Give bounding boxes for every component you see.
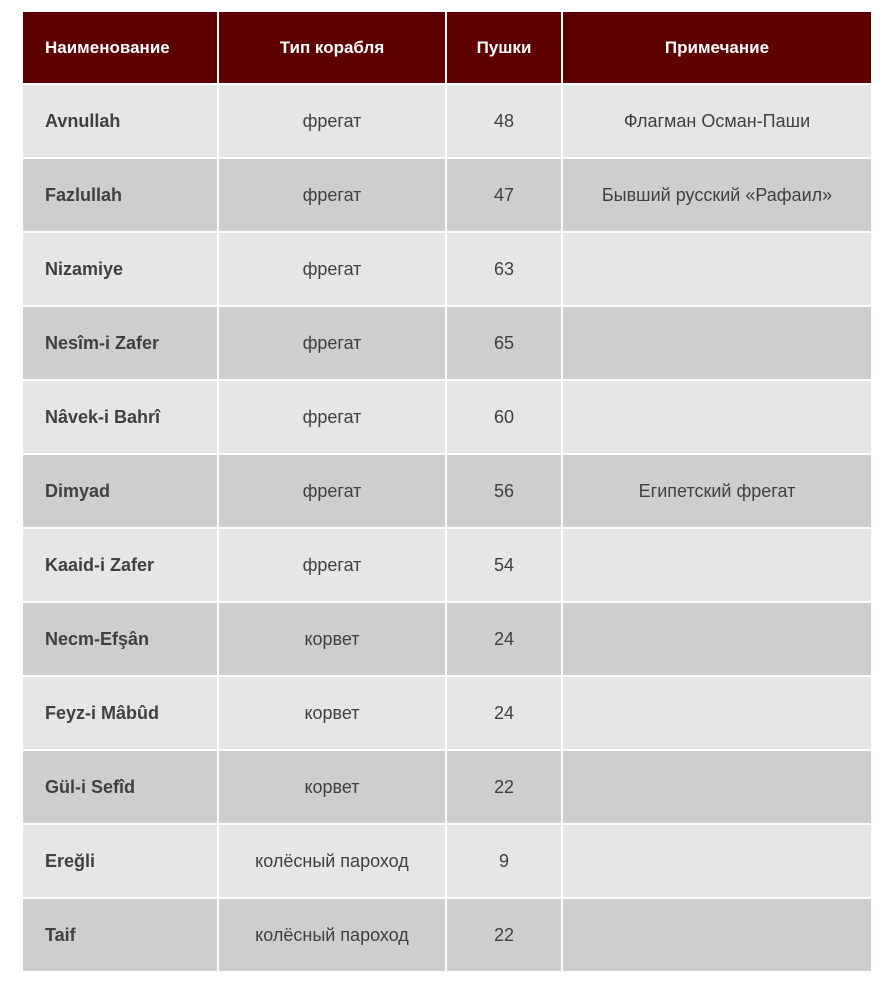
cell-name: Fazlullah (23, 159, 219, 233)
cell-guns: 47 (447, 159, 563, 233)
cell-ship-type: фрегат (219, 529, 447, 603)
ships-table (23, 12, 871, 973)
cell-note (563, 751, 871, 825)
cell-name: Dimyad (23, 455, 219, 529)
cell-note (563, 233, 871, 307)
cell-guns: 24 (447, 603, 563, 677)
cell-note (563, 825, 871, 899)
cell-guns: 22 (447, 751, 563, 825)
cell-ship-type: колёсный пароход (219, 899, 447, 973)
cell-ship-type: фрегат (219, 85, 447, 159)
cell-guns: 65 (447, 307, 563, 381)
cell-name: Nesîm-i Zafer (23, 307, 219, 381)
cell-name: Feyz-i Mâbûd (23, 677, 219, 751)
cell-guns: 54 (447, 529, 563, 603)
cell-note (563, 381, 871, 455)
cell-name: Nâvek-i Bahrî (23, 381, 219, 455)
cell-note (563, 677, 871, 751)
cell-guns: 60 (447, 381, 563, 455)
cell-note: Флагман Осман-Паши (563, 85, 871, 159)
cell-ship-type: фрегат (219, 159, 447, 233)
cell-note (563, 899, 871, 973)
cell-ship-type: колёсный пароход (219, 825, 447, 899)
cell-name: Necm-Efşân (23, 603, 219, 677)
cell-note (563, 307, 871, 381)
cell-guns: 56 (447, 455, 563, 529)
cell-ship-type: корвет (219, 751, 447, 825)
header-ship-type: Тип корабля (219, 12, 447, 85)
cell-name: Gül-i Sefîd (23, 751, 219, 825)
cell-guns: 48 (447, 85, 563, 159)
cell-ship-type: фрегат (219, 233, 447, 307)
cell-note (563, 603, 871, 677)
cell-guns: 24 (447, 677, 563, 751)
cell-name: Kaaid-i Zafer (23, 529, 219, 603)
cell-ship-type: фрегат (219, 455, 447, 529)
cell-guns: 63 (447, 233, 563, 307)
header-note: Примечание (563, 12, 871, 85)
cell-guns: 9 (447, 825, 563, 899)
cell-name: Ereğli (23, 825, 219, 899)
cell-ship-type: фрегат (219, 307, 447, 381)
cell-note (563, 529, 871, 603)
cell-name: Nizamiye (23, 233, 219, 307)
cell-name: Taif (23, 899, 219, 973)
cell-note: Бывший русский «Рафаил» (563, 159, 871, 233)
cell-note: Египетский фрегат (563, 455, 871, 529)
cell-name: Avnullah (23, 85, 219, 159)
cell-guns: 22 (447, 899, 563, 973)
cell-ship-type: корвет (219, 603, 447, 677)
header-name: Наименование (23, 12, 219, 85)
cell-ship-type: корвет (219, 677, 447, 751)
cell-ship-type: фрегат (219, 381, 447, 455)
header-guns: Пушки (447, 12, 563, 85)
